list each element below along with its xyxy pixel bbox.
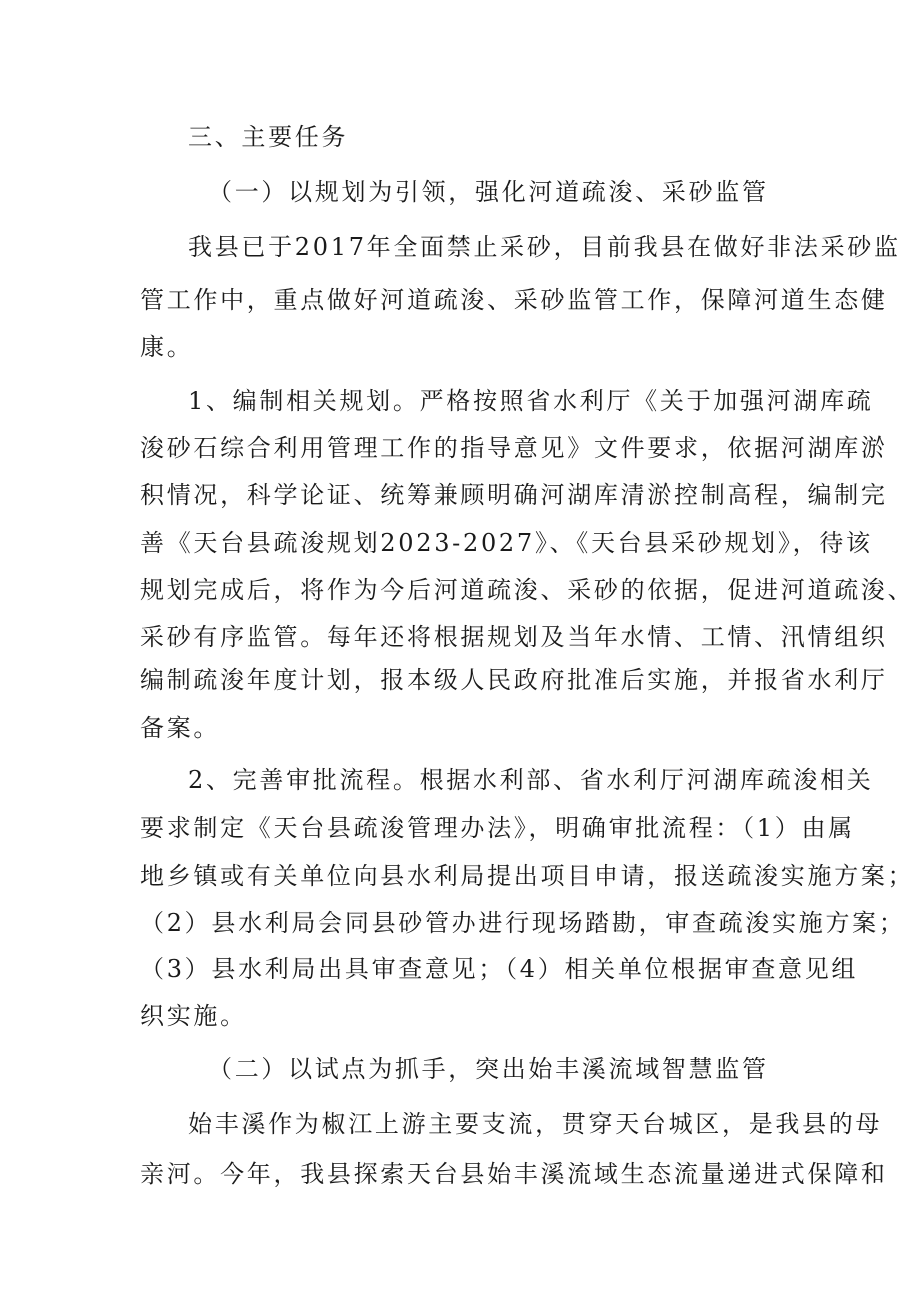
paragraph-line: （3）县水利局出具审查意见；（4）相关单位根据审查意见组 [140,955,859,983]
paragraph-line: 织实施。 [140,1002,247,1030]
paragraph-line: 康。 [140,333,194,361]
paragraph-line: 采砂有序监管。每年还将根据规划及当年水情、工情、汛情组织 [140,623,888,651]
paragraph-line: 2、完善审批流程。根据水利部、省水利厅河湖库疏浚相关 [188,766,874,794]
paragraph-line: 地乡镇或有关单位向县水利局提出项目申请，报送疏浚实施方案； [140,862,915,890]
paragraph-line: 编制疏浚年度计划，报本级人民政府批准后实施，并报省水利厅 [140,666,888,694]
paragraph-line: 始丰溪作为椒江上游主要支流，贯穿天台城区，是我县的母 [188,1110,883,1138]
subsection-heading-1: （一）以规划为引领，强化河道疏浚、采砂监管 [208,178,769,206]
paragraph-line: 亲河。今年，我县探索天台县始丰溪流域生态流量递进式保障和 [140,1160,888,1188]
paragraph-line: 浚砂石综合利用管理工作的指导意见》文件要求，依据河湖库淤 [140,434,888,462]
subsection-heading-2: （二）以试点为抓手，突出始丰溪流域智慧监管 [208,1055,769,1083]
paragraph-line: （2）县水利局会同县砂管办进行现场踏勘，审查疏浚实施方案； [140,909,906,937]
paragraph-line: 我县已于2017年全面禁止采砂，目前我县在做好非法采砂监 [188,233,901,261]
paragraph-line: 善《天台县疏浚规划2023-2027》、《天台县采砂规划》，待该 [140,529,873,557]
paragraph-line: 积情况，科学论证、统筹兼顾明确河湖库清淤控制高程，编制完 [140,481,888,509]
section-heading: 三、主要任务 [188,123,349,151]
paragraph-line: 1、编制相关规划。严格按照省水利厅《关于加强河湖库疏 [188,387,874,415]
paragraph-line: 要求制定《天台县疏浚管理办法》，明确审批流程：（1）由属 [140,814,855,842]
paragraph-line: 规划完成后，将作为今后河道疏浚、采砂的依据，促进河道疏浚、 [140,576,915,604]
paragraph-line: 备案。 [140,714,221,742]
paragraph-line: 管工作中，重点做好河道疏浚、采砂监管工作，保障河道生态健 [140,286,888,314]
